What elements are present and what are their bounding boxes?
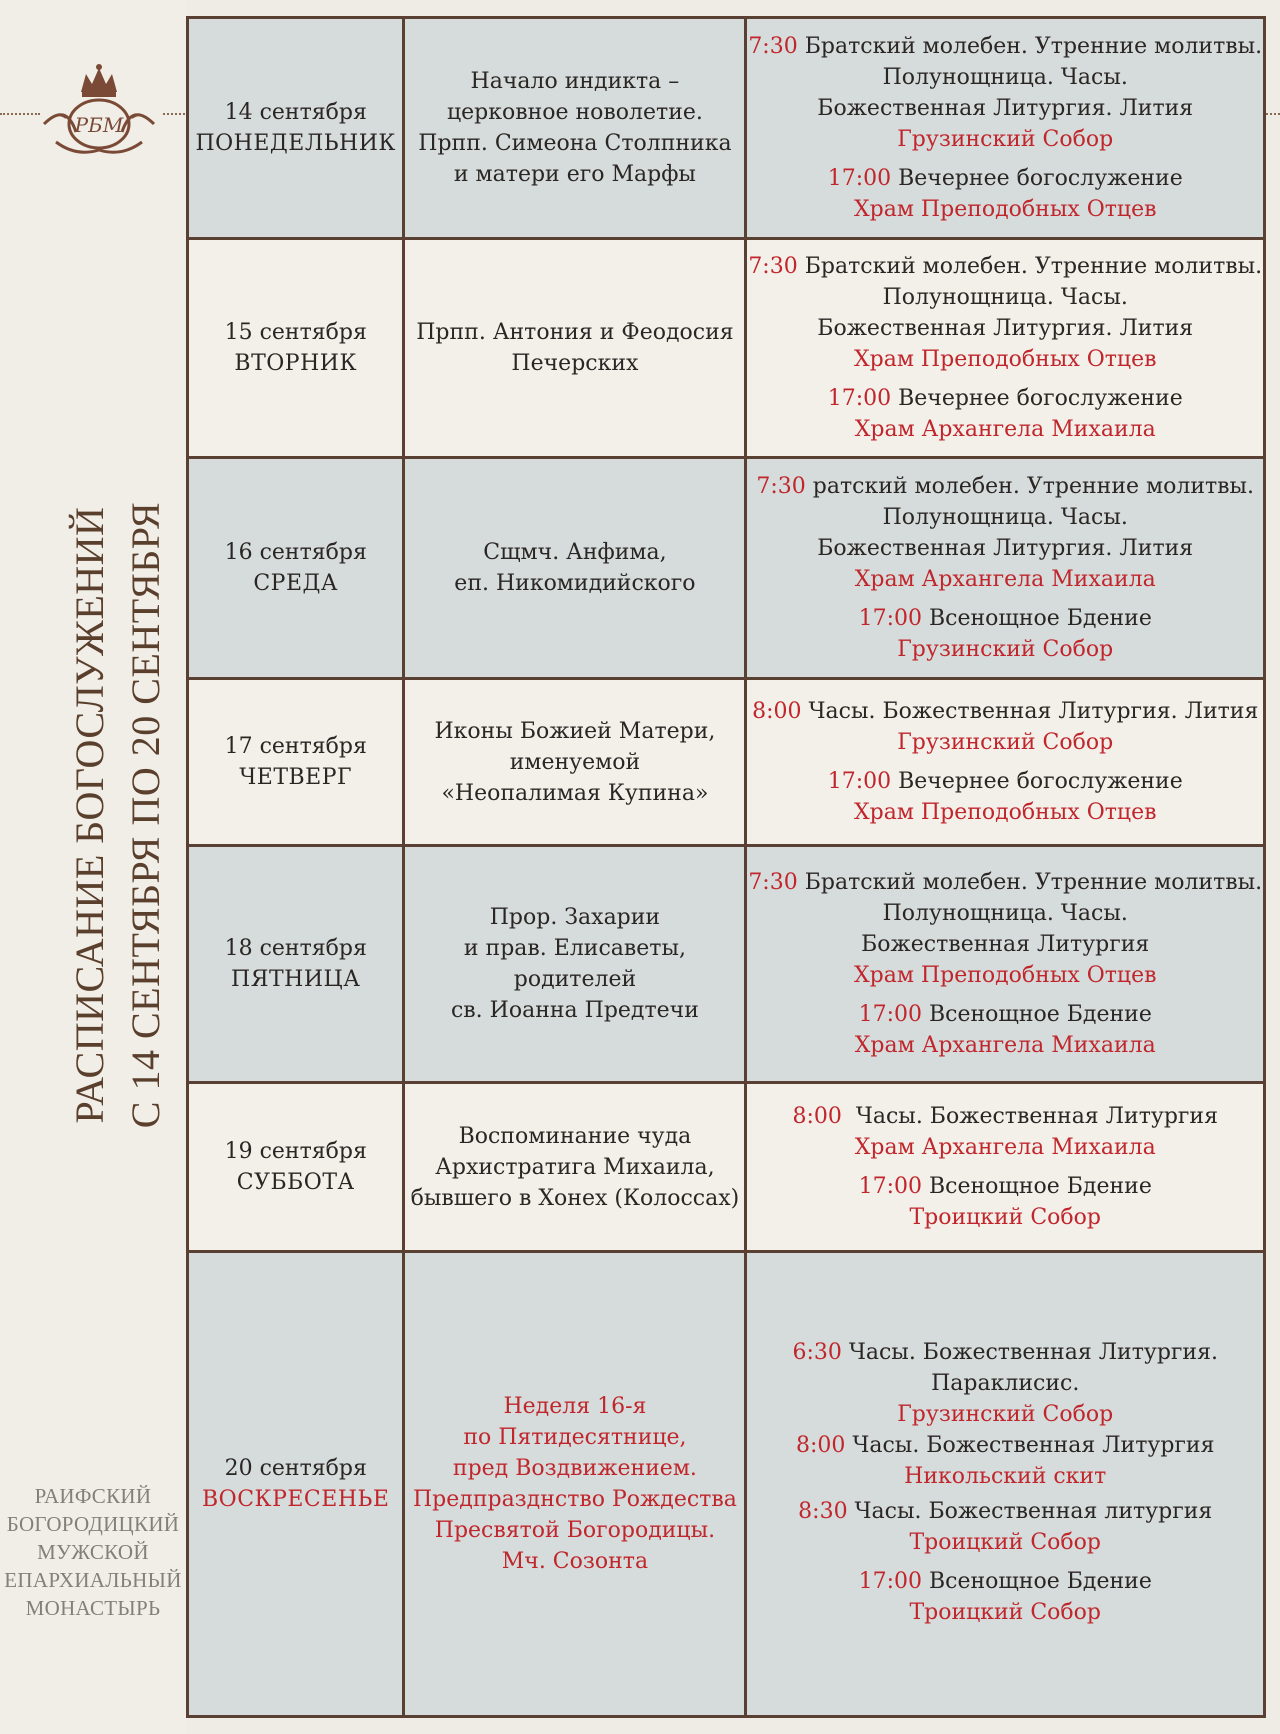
weekday-label: ВОСКРЕСЕНЬЕ — [202, 1487, 390, 1512]
page-title — [62, 502, 174, 1128]
weekday-label: ПОНЕДЕЛЬНИК — [195, 131, 396, 156]
service-text: Полунощница. Часы. — [882, 505, 1128, 530]
service-block — [828, 766, 1183, 828]
date-label: 14 сентября — [224, 100, 367, 125]
date-cell — [189, 459, 402, 677]
service-text: Часы. Божественная Литургия. Лития — [801, 699, 1259, 724]
service-line — [756, 533, 1254, 564]
service-block — [752, 696, 1258, 758]
service-line — [748, 93, 1262, 124]
service-place: Храм Архангела Михаила — [854, 1135, 1156, 1160]
service-place: Храм Преподобных Отцев — [853, 800, 1157, 825]
feast-cell — [405, 680, 744, 844]
service-line — [756, 471, 1254, 502]
date-cell — [189, 680, 402, 844]
service-text: Часы. Божественная Литургия — [841, 1104, 1218, 1129]
feast-line: Печерских — [511, 351, 639, 376]
service-line — [748, 282, 1262, 313]
service-text: Вечернее богослужение — [891, 769, 1183, 794]
service-place: Грузинский Собор — [897, 637, 1114, 662]
svg-text:РБМ: РБМ — [74, 113, 124, 137]
service-time: 17:00 — [827, 386, 892, 411]
dotted-divider — [0, 113, 40, 115]
service-block — [792, 1101, 1218, 1163]
service-time: 17:00 — [858, 1568, 922, 1594]
services-cell — [747, 19, 1263, 237]
organization-name — [0, 1482, 186, 1622]
feast-cell — [405, 1253, 744, 1715]
service-line — [859, 1566, 1152, 1597]
services-cell — [747, 240, 1263, 456]
service-text: Вечернее богослужение — [891, 386, 1183, 411]
service-line — [859, 603, 1152, 634]
service-line — [828, 383, 1183, 414]
service-block — [756, 471, 1254, 595]
date-label: 18 сентября — [224, 936, 367, 961]
feast-line: пред Воздвижением. — [452, 1456, 697, 1481]
date-label: 19 сентября — [224, 1139, 367, 1164]
service-text: Братский молебен. Утренние молитвы. — [797, 870, 1263, 895]
feast-line: бывшего в Хонех (Колоссах) — [410, 1185, 740, 1211]
service-place: Храм Архангела Михаила — [854, 1033, 1156, 1058]
service-time: 7:30 — [748, 34, 798, 59]
service-place: Никольский скит — [904, 1463, 1107, 1489]
date-cell — [189, 1253, 402, 1715]
feast-line: св. Иоанна Предтечи — [450, 998, 699, 1023]
service-text: Братский молебен. Утренние молитвы. — [797, 34, 1263, 59]
service-text: Полунощница. Часы. — [882, 65, 1128, 90]
service-text: Часы. Божественная Литургия — [845, 1432, 1215, 1458]
service-block — [748, 867, 1262, 991]
feast-line: Мч. Созонта — [501, 1549, 649, 1574]
date-cell — [189, 847, 402, 1081]
service-block — [798, 1496, 1212, 1558]
service-line — [748, 251, 1262, 282]
day-row — [189, 240, 1263, 456]
date-label: 20 сентября — [224, 1456, 367, 1481]
service-place: Храм Преподобных Отцев — [853, 197, 1157, 222]
day-row — [189, 1084, 1263, 1250]
services-cell — [747, 1253, 1263, 1715]
service-place: Троицкий Собор — [909, 1205, 1101, 1230]
service-line — [748, 31, 1262, 62]
org-line: РАИФСКИЙ — [34, 1484, 152, 1508]
dotted-divider — [1266, 113, 1280, 115]
day-row — [189, 847, 1263, 1081]
title-line-1: РАСПИСАНИЕ БОГОСЛУЖЕНИЙ — [67, 506, 112, 1124]
services-cell — [747, 459, 1263, 677]
service-text: Часы. Божественная Литургия. — [841, 1339, 1218, 1365]
service-text: Божественная Литургия. Лития — [817, 316, 1194, 341]
service-line — [748, 898, 1262, 929]
service-line — [828, 766, 1183, 797]
service-line — [748, 62, 1262, 93]
service-text: ратский молебен. Утренние молитвы. — [805, 474, 1255, 499]
service-place: Грузинский Собор — [897, 127, 1114, 152]
feast-line: Прор. Захарии — [489, 905, 661, 930]
service-time: 7:30 — [748, 254, 798, 279]
crown-monogram-icon — [36, 62, 162, 162]
feast-line: Иконы Божией Матери, — [434, 718, 716, 744]
weekday-label: ЧЕТВЕРГ — [239, 765, 353, 790]
service-block — [859, 1566, 1152, 1628]
service-block — [828, 163, 1183, 225]
service-text: Полунощница. Часы. — [882, 285, 1128, 310]
service-text: Всенощное Бдение — [921, 1174, 1152, 1199]
service-text: Божественная Литургия. Лития — [817, 96, 1194, 121]
feast-line: церковное новолетие. — [446, 100, 703, 125]
date-label: 17 сентября — [224, 734, 367, 759]
service-line — [828, 163, 1183, 194]
service-place: Храм Преподобных Отцев — [853, 963, 1157, 988]
service-line — [748, 929, 1262, 960]
service-block — [748, 251, 1262, 375]
feast-cell — [405, 1084, 744, 1250]
date-label: 15 сентября — [224, 320, 367, 345]
day-row — [189, 19, 1263, 237]
service-text: Божественная Литургия. Лития — [817, 536, 1194, 561]
service-text: Всенощное Бдение — [921, 1002, 1152, 1027]
service-text: Всенощное Бдение — [921, 606, 1152, 631]
dotted-divider — [163, 113, 185, 115]
service-line — [748, 867, 1262, 898]
service-time: 17:00 — [858, 606, 922, 631]
service-place: Храм Архангела Михаила — [854, 567, 1156, 592]
feast-cell — [405, 847, 744, 1081]
service-time: 17:00 — [858, 1174, 922, 1199]
service-time: 8:00 — [752, 699, 802, 724]
org-line: МУЖСКОЙ — [37, 1540, 149, 1564]
date-cell — [189, 19, 402, 237]
service-time: 7:30 — [748, 870, 798, 895]
service-place: Троицкий Собор — [909, 1599, 1101, 1625]
service-line — [792, 1337, 1218, 1368]
feast-line: Предпразднство Рождества — [412, 1487, 737, 1512]
feast-line: Прпп. Симеона Столпника — [418, 131, 732, 156]
date-label: 16 сентября — [224, 540, 367, 565]
feast-line: еп. Никомидийского — [454, 571, 696, 596]
title-line-2: С 14 СЕНТЯБРЯ ПО 20 СЕНТЯБРЯ — [123, 501, 168, 1129]
service-line — [792, 1101, 1218, 1132]
service-text: Полунощница. Часы. — [882, 901, 1128, 926]
service-text: Вечернее богослужение — [891, 166, 1183, 191]
day-row — [189, 1253, 1263, 1715]
feast-cell — [405, 459, 744, 677]
service-line — [796, 1430, 1215, 1461]
feast-line: Архистратига Михаила, — [435, 1154, 715, 1180]
feast-line: Воспоминание чуда — [458, 1123, 692, 1149]
service-time: 6:30 — [792, 1339, 842, 1365]
service-line — [792, 1368, 1218, 1399]
feast-line: Пресвятой Богородицы. — [434, 1518, 716, 1543]
service-time: 17:00 — [858, 1002, 922, 1027]
service-block — [748, 31, 1262, 155]
service-time: 7:30 — [756, 474, 806, 499]
service-time: 8:00 — [795, 1432, 846, 1458]
service-text: Часы. Божественная литургия — [847, 1498, 1213, 1524]
service-time: 8:30 — [798, 1498, 848, 1524]
feast-line: Неделя 16-я — [503, 1394, 647, 1419]
feast-line: Сщмч. Анфима, — [483, 540, 667, 565]
weekday-label: ВТОРНИК — [234, 351, 357, 376]
feast-line: Начало индикта – — [470, 69, 680, 94]
weekday-label: СУББОТА — [236, 1170, 355, 1195]
feast-line: и прав. Елисаветы, — [463, 936, 686, 961]
service-line — [752, 696, 1258, 727]
service-time: 8:00 — [792, 1104, 842, 1129]
service-line — [798, 1496, 1212, 1527]
service-block — [792, 1337, 1218, 1430]
service-time: 17:00 — [827, 166, 892, 191]
date-cell — [189, 1084, 402, 1250]
services-cell — [747, 847, 1263, 1081]
service-block — [855, 999, 1156, 1061]
weekday-label: ПЯТНИЦА — [231, 967, 361, 992]
service-block — [796, 1430, 1215, 1492]
org-line: МОНАСТЫРЬ — [25, 1596, 161, 1620]
feast-cell — [405, 240, 744, 456]
org-line: БОГОРОДИЦКИЙ — [6, 1512, 180, 1536]
service-block — [859, 1171, 1152, 1233]
service-block — [859, 603, 1152, 665]
feast-line: именуемой — [509, 749, 641, 775]
feast-line: по Пятидесятнице, — [463, 1425, 687, 1450]
service-text: Параклисис. — [931, 1370, 1080, 1396]
feast-line: и матери его Марфы — [453, 162, 696, 187]
date-cell — [189, 240, 402, 456]
day-row — [189, 680, 1263, 844]
service-place: Храм Архангела Михаила — [854, 417, 1156, 442]
service-text: Всенощное Бдение — [921, 1568, 1152, 1594]
service-place: Храм Преподобных Отцев — [853, 347, 1157, 372]
feast-line: «Неопалимая Купина» — [441, 780, 709, 806]
service-place: Грузинский Собор — [897, 1401, 1114, 1427]
sidebar — [0, 0, 186, 1734]
service-block — [828, 383, 1183, 445]
services-cell — [747, 680, 1263, 844]
service-text: Братский молебен. Утренние молитвы. — [797, 254, 1263, 279]
day-row — [189, 459, 1263, 677]
service-text: Божественная Литургия — [861, 932, 1150, 957]
service-place: Троицкий Собор — [909, 1529, 1101, 1555]
weekday-label: СРЕДА — [253, 571, 339, 596]
feast-line: родителей — [513, 967, 637, 992]
feast-line: Прпп. Антония и Феодосия — [416, 320, 734, 345]
service-line — [855, 999, 1156, 1030]
service-time: 17:00 — [827, 769, 892, 794]
services-cell — [747, 1084, 1263, 1250]
service-line — [748, 313, 1262, 344]
schedule-table — [186, 16, 1266, 1718]
service-line — [756, 502, 1254, 533]
service-place: Грузинский Собор — [897, 730, 1114, 755]
feast-cell — [405, 19, 744, 237]
org-line: ЕПАРХИАЛЬНЫЙ — [4, 1568, 182, 1592]
service-line — [859, 1171, 1152, 1202]
